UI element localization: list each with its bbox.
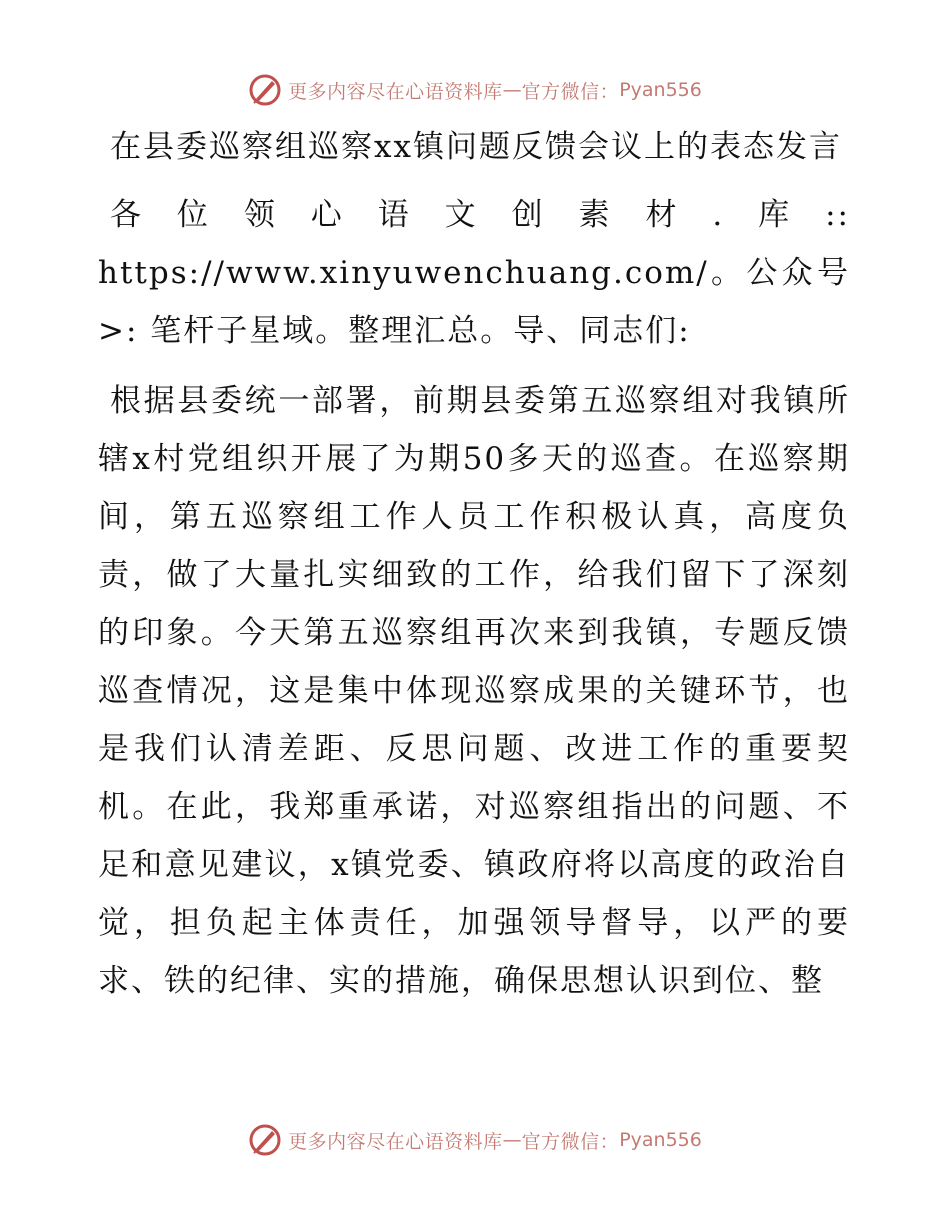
watermark-text: 更多内容尽在心语资料库 — [288, 80, 503, 103]
quill-logo-icon — [248, 1123, 282, 1157]
watermark-handle: Pyan556 — [619, 79, 702, 101]
document-title: 在县委巡察组巡察xx镇问题反馈会议上的表态发言 — [110, 129, 842, 165]
watermark-separator: — — [502, 1129, 522, 1151]
header-watermark — [0, 70, 950, 110]
watermark-separator: — — [502, 79, 522, 101]
paragraph-main: 根据县委统一部署，前期县委第五巡察组对我镇所辖x村党组织开展了为期50多天的巡查。在巡察期间，第五巡察组工作人员工作积极认真，高度负责，做了大量扎实细致的工作，给我们留下了深刻的印象。今天第五巡察组再次来到我镇，专题反馈巡查情况，这是集中体现巡察成果的关键环节，也是我们认清差距、反思问题、改进工作的重要契机。在此，我郑重承诺，对巡察组指出的问题、不足和意见建议，x镇党委、镇政府将以高度的政治自觉，担负起主体责任，加强领导督导，以严的要求、铁的纪律、实的措施，确保思想认识到位、整 — [98, 383, 850, 999]
document-body — [98, 118, 850, 1022]
paragraph-greeting: 各位领心语文创素材.库:: https://www.xinyuwenchuang.com/。公众号>: 笔杆子星域。整理汇总。导、同志们: — [98, 197, 850, 349]
footer-watermark — [0, 1120, 950, 1160]
watermark-official: 官方微信： — [521, 80, 620, 103]
watermark-text: 更多内容尽在心语资料库 — [288, 1130, 503, 1153]
watermark-official: 官方微信： — [521, 1130, 620, 1153]
quill-logo-icon — [248, 73, 282, 107]
watermark-handle: Pyan556 — [619, 1129, 702, 1151]
